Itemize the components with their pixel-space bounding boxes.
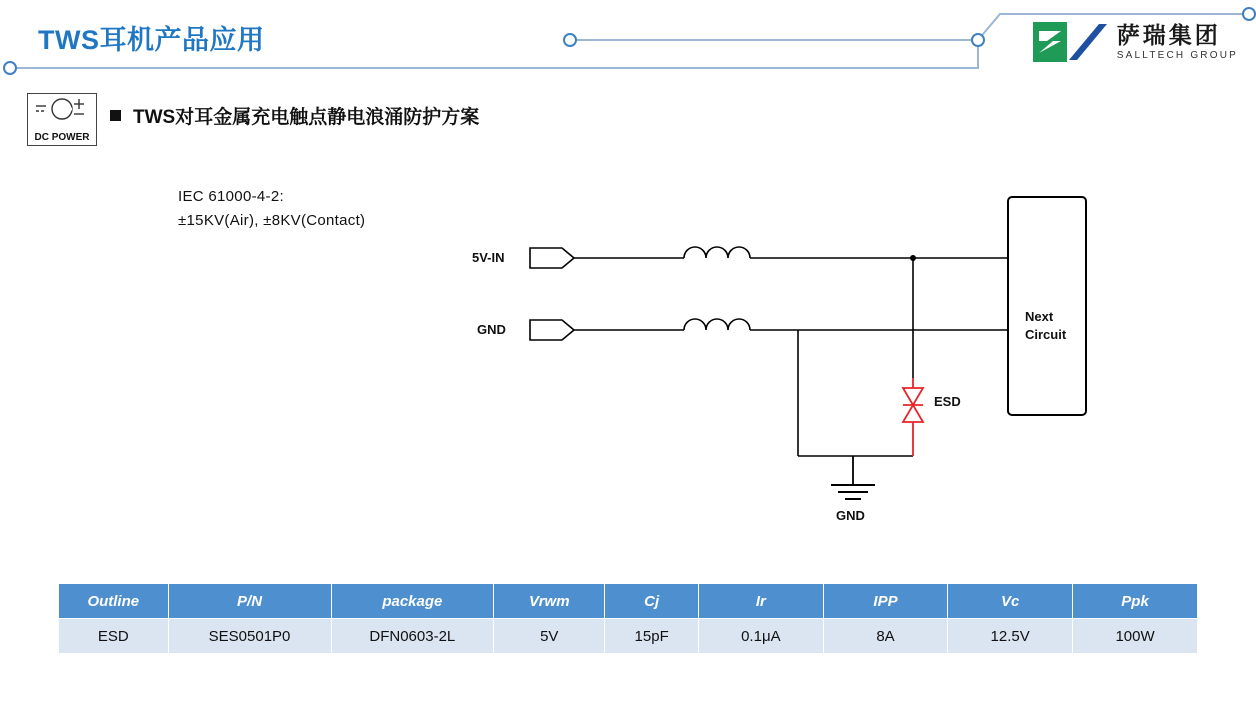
spec-table bbox=[58, 583, 1198, 654]
dc-power-label: DC POWER bbox=[34, 132, 90, 143]
table-header-cell: IPP bbox=[823, 584, 947, 619]
dc-power-icon bbox=[27, 93, 97, 146]
table-header-cell: Vrwm bbox=[494, 584, 605, 619]
label-next-circuit-line1: Next bbox=[1025, 309, 1054, 324]
table-header-cell: package bbox=[331, 584, 494, 619]
table-header-cell: P/N bbox=[168, 584, 331, 619]
table-cell: SES0501P0 bbox=[168, 619, 331, 654]
table-cell: 5V bbox=[494, 619, 605, 654]
label-gnd-left: GND bbox=[477, 322, 506, 337]
table-row bbox=[59, 619, 1198, 654]
table-header-cell: Ir bbox=[698, 584, 823, 619]
table-header-cell: Vc bbox=[948, 584, 1073, 619]
label-gnd-bottom: GND bbox=[836, 508, 865, 523]
brand-name-en: SALLTECH GROUP bbox=[1116, 49, 1238, 61]
page-header bbox=[0, 0, 1256, 80]
label-5v-in: 5V-IN bbox=[472, 250, 505, 265]
table-cell: 0.1μA bbox=[698, 619, 823, 654]
table-header-cell: Ppk bbox=[1073, 584, 1198, 619]
inductor-bottom bbox=[684, 319, 750, 330]
brand-name-cn: 萨瑞集团 bbox=[1116, 21, 1221, 48]
table-cell: 15pF bbox=[605, 619, 699, 654]
table-cell: ESD bbox=[59, 619, 169, 654]
input-connector-5v bbox=[530, 248, 574, 268]
table-header-cell: Cj bbox=[605, 584, 699, 619]
table-cell: 100W bbox=[1073, 619, 1198, 654]
brand-logo bbox=[1033, 22, 1238, 62]
table-header-row bbox=[59, 584, 1198, 619]
label-next-circuit-line2: Circuit bbox=[1025, 326, 1067, 342]
schematic-diagram bbox=[0, 160, 1256, 560]
section-title: TWS对耳金属充电触点静电浪涌防护方案 bbox=[133, 107, 480, 128]
page-title: TWS耳机产品应用 bbox=[38, 25, 265, 55]
iec-note-line2: ±15KV(Air), ±8KV(Contact) bbox=[178, 212, 366, 229]
inductor-top bbox=[684, 247, 750, 258]
section-bullet-icon bbox=[110, 110, 121, 121]
table-cell: 12.5V bbox=[948, 619, 1073, 654]
table-cell: 8A bbox=[823, 619, 947, 654]
label-esd: ESD bbox=[934, 394, 961, 409]
next-circuit-box bbox=[1008, 197, 1086, 415]
table-header-cell: Outline bbox=[59, 584, 169, 619]
brand-mark-icon bbox=[1033, 22, 1107, 62]
iec-note-line1: IEC 61000-4-2: bbox=[178, 188, 284, 205]
table-cell: DFN0603-2L bbox=[331, 619, 494, 654]
label-next-circuit bbox=[1025, 308, 1071, 343]
input-connector-gnd bbox=[530, 320, 574, 340]
